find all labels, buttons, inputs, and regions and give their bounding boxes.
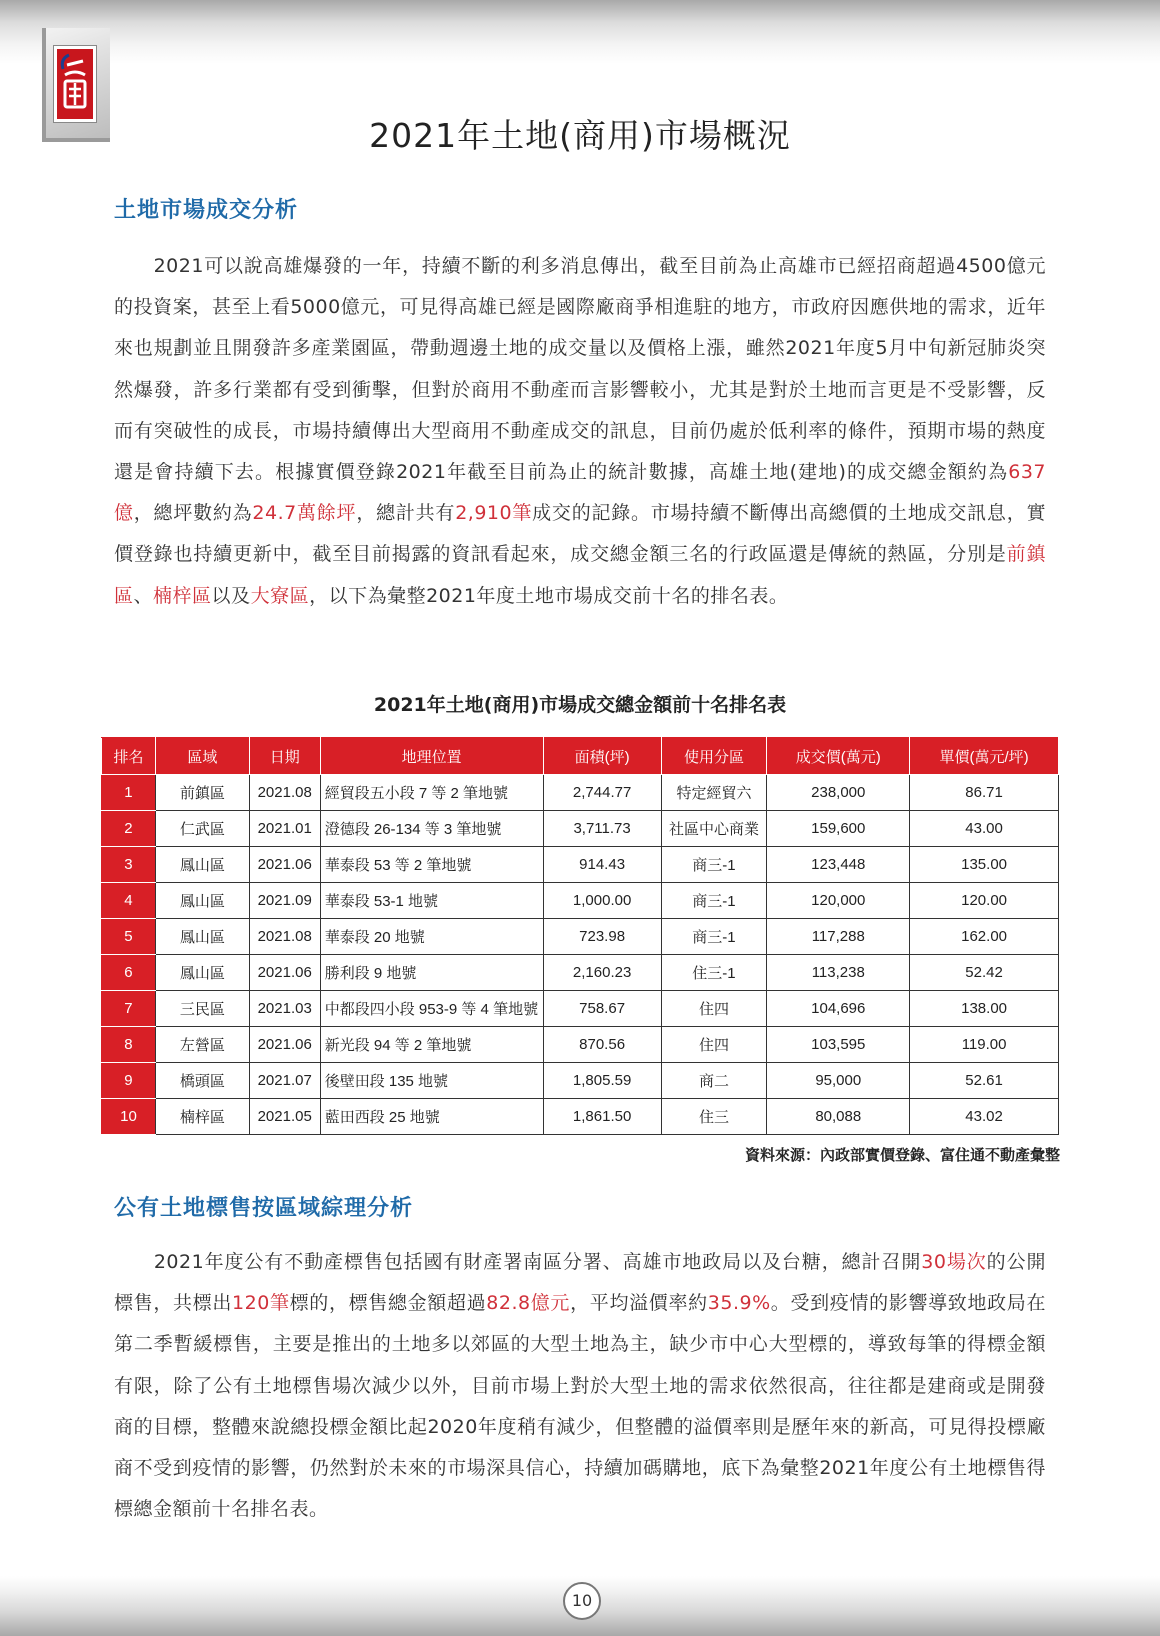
table-cell: 52.42: [910, 955, 1059, 991]
table-cell: 758.67: [543, 991, 661, 1027]
highlight-text: 120筆: [232, 1292, 290, 1315]
table-row: [102, 1063, 1059, 1099]
table-cell: 5: [102, 919, 156, 955]
table-cell: 3: [102, 847, 156, 883]
table-cell: 117,288: [767, 919, 910, 955]
table-cell: 左營區: [155, 1027, 249, 1063]
table-cell: 135.00: [910, 847, 1059, 883]
table-row: [102, 775, 1059, 811]
body-text: 標的，標售總金額超過: [289, 1292, 487, 1315]
table-cell: 238,000: [767, 775, 910, 811]
table-cell: 鳳山區: [155, 955, 249, 991]
paragraph-land-market-analysis: [114, 246, 1046, 617]
table-cell: 商三-1: [661, 847, 767, 883]
highlight-text: 楠梓區: [153, 584, 212, 607]
table-cell: 前鎮區: [155, 775, 249, 811]
table-source-note: 資料來源：內政部實價登錄、富住通不動產彙整: [744, 1146, 1060, 1164]
table-cell: 後壁田段 135 地號: [320, 1063, 543, 1099]
highlight-text: 35.9%: [707, 1292, 771, 1315]
table-cell: 138.00: [910, 991, 1059, 1027]
table-row: [102, 919, 1059, 955]
highlight-text: 637億: [114, 461, 1046, 525]
body-text: 2021年度公有不動產標售包括國有財產署南區分署、高雄市地政局以及台糖，總計召開: [114, 1251, 922, 1273]
table-cell: 7: [102, 991, 156, 1027]
table-cell: 723.98: [543, 919, 661, 955]
table-cell: 橋頭區: [155, 1063, 249, 1099]
section-heading-land-market: 土地市場成交分析: [114, 198, 299, 223]
table-row: [102, 811, 1059, 847]
table-cell: 80,088: [767, 1099, 910, 1135]
table-row: [102, 883, 1059, 919]
table-cell: 2021.09: [249, 883, 320, 919]
table-cell: 住三-1: [661, 955, 767, 991]
column-header: 成交價(萬元): [767, 738, 910, 775]
table-cell: 華泰段 53-1 地號: [320, 883, 543, 919]
paragraph-public-land-analysis: [114, 1242, 1046, 1530]
table-cell: 914.43: [543, 847, 661, 883]
table-cell: 藍田西段 25 地號: [320, 1099, 543, 1135]
table-cell: 特定經貿六: [661, 775, 767, 811]
table-cell: 104,696: [767, 991, 910, 1027]
table-cell: 2021.01: [249, 811, 320, 847]
table-cell: 社區中心商業: [661, 811, 767, 847]
highlight-text: 24.7萬餘坪: [252, 502, 357, 525]
table-cell: 2021.06: [249, 955, 320, 991]
table-cell: 2: [102, 811, 156, 847]
body-text: 成交的記錄。市場持續不斷傳出高總價的土地成交訊息，實價登錄也持續更新中，截至目前揭露的資訊看起來，成交總金額三名的行政區還是傳統的熱區，分別是: [114, 502, 1046, 566]
table-cell: 鳳山區: [155, 883, 249, 919]
table-cell: 4: [102, 883, 156, 919]
table-cell: 三民區: [155, 991, 249, 1027]
table-cell: 3,711.73: [543, 811, 661, 847]
column-header: 單價(萬元/坪): [910, 738, 1059, 775]
column-header: 面積(坪): [543, 738, 661, 775]
table-cell: 2,744.77: [543, 775, 661, 811]
column-header: 排名: [102, 738, 156, 775]
table-cell: 2021.07: [249, 1063, 320, 1099]
table-cell: 商二: [661, 1063, 767, 1099]
table-cell: 120.00: [910, 883, 1059, 919]
highlight-text: 前鎮區: [114, 543, 1046, 607]
table-cell: 中都段四小段 953-9 等 4 筆地號: [320, 991, 543, 1027]
table-cell: 鳳山區: [155, 847, 249, 883]
table-cell: 870.56: [543, 1027, 661, 1063]
table-cell: 2,160.23: [543, 955, 661, 991]
table-cell: 華泰段 20 地號: [320, 919, 543, 955]
body-text: 2021可以說高雄爆發的一年，持續不斷的利多消息傳出，截至目前為止高雄市已經招商超過4500億元的投資案，甚至上看5000億元，可見得高雄已經是國際廠商爭相進駐的地方，市政府因應供地的需求，近年來也規劃並且開發許多產業園區，帶動週邊土地的成交量以及價格上漲，雖然2021年度5月中旬新冠肺炎突然爆發，許多行業都有受到衝擊，但對於商用不動產而言影響較小，尤其是對於土地而言更是不受影響，反而有突破性的成長，市場持續傳出大型商用不動產成交的訊息，目前仍處於低利率的條件，預期市場的熱度還是會持續下去。根據實價登錄2021年截至目前為止的統計數據，高雄土地(建地)的成交總金額約為: [114, 255, 1046, 484]
table-cell: 1,861.50: [543, 1099, 661, 1135]
table-cell: 1: [102, 775, 156, 811]
highlight-text: 30場次: [921, 1251, 987, 1273]
body-text: ，總計共有: [356, 502, 456, 525]
table-title: 2021年土地(商用)市場成交總金額前十名排名表: [373, 694, 787, 716]
body-text: 。受到疫情的影響導致地政局在第二季暫緩標售，主要是推出的土地多以郊區的大型土地為主，缺少市中心大型標的，導致每筆的得標金額有限，除了公有土地標售場次減少以外，目前市場上對於大型土地的需求依然很高，往往都是建商或是開發商的目標，整體來說總投標金額比起2020年度稍有減少，但整體的溢價率則是歷年來的新高，可見得投標廠商不受到疫情的影響，仍然對於未來的市場深具信心，持續加碼購地，底下為彙整2021年度公有土地標售得標總金額前十名排名表。: [114, 1292, 1046, 1521]
table-body: [102, 775, 1059, 1135]
table-cell: 86.71: [910, 775, 1059, 811]
table-cell: 2021.08: [249, 775, 320, 811]
highlight-text: 大寮區: [250, 584, 310, 607]
body-text: ，以下為彙整2021年度土地市場成交前十名的排名表。: [309, 584, 789, 607]
table-row: [102, 991, 1059, 1027]
table-cell: 2021.05: [249, 1099, 320, 1135]
table-cell: 159,600: [767, 811, 910, 847]
body-text: 、: [133, 584, 154, 607]
table-cell: 8: [102, 1027, 156, 1063]
column-header: 日期: [249, 738, 320, 775]
table-cell: 商三-1: [661, 883, 767, 919]
table-cell: 43.02: [910, 1099, 1059, 1135]
highlight-text: 82.8億元: [486, 1292, 571, 1315]
table-header-row: [102, 738, 1059, 775]
table-row: [102, 955, 1059, 991]
top-gradient-band: [0, 0, 1160, 64]
table-cell: 95,000: [767, 1063, 910, 1099]
column-header: 使用分區: [661, 738, 767, 775]
table-cell: 52.61: [910, 1063, 1059, 1099]
page-number: 10: [563, 1582, 601, 1620]
table-cell: 2021.08: [249, 919, 320, 955]
body-text: ，平均溢價率約: [570, 1292, 708, 1315]
table-cell: 新光段 94 等 2 筆地號: [320, 1027, 543, 1063]
table-cell: 仁武區: [155, 811, 249, 847]
table-cell: 鳳山區: [155, 919, 249, 955]
body-text: ，總坪數約為: [133, 502, 253, 525]
table-cell: 2021.06: [249, 1027, 320, 1063]
table-cell: 43.00: [910, 811, 1059, 847]
table-cell: 勝利段 9 地號: [320, 955, 543, 991]
table-cell: 住三: [661, 1099, 767, 1135]
table-cell: 162.00: [910, 919, 1059, 955]
table-cell: 經貿段五小段 7 等 2 筆地號: [320, 775, 543, 811]
table-cell: 10: [102, 1099, 156, 1135]
table-cell: 澄德段 26-134 等 3 筆地號: [320, 811, 543, 847]
body-text: 以及: [211, 584, 251, 607]
table-cell: 住四: [661, 991, 767, 1027]
column-header: 區域: [155, 738, 249, 775]
table-row: [102, 847, 1059, 883]
ranking-table: [101, 737, 1059, 1135]
table-cell: 103,595: [767, 1027, 910, 1063]
table-cell: 113,238: [767, 955, 910, 991]
table-cell: 1,805.59: [543, 1063, 661, 1099]
table-cell: 9: [102, 1063, 156, 1099]
table-cell: 120,000: [767, 883, 910, 919]
section-heading-public-land: 公有土地標售按區域綜理分析: [114, 1196, 414, 1221]
column-header: 地理位置: [320, 738, 543, 775]
table-row: [102, 1099, 1059, 1135]
table-cell: 123,448: [767, 847, 910, 883]
page-title: 2021年土地(商用)市場概況: [369, 116, 791, 155]
table-cell: 商三-1: [661, 919, 767, 955]
body-text: 的公開標售，共標出: [114, 1251, 1046, 1315]
highlight-text: 2,910筆: [455, 502, 533, 525]
table-cell: 6: [102, 955, 156, 991]
table-cell: 2021.06: [249, 847, 320, 883]
table-cell: 楠梓區: [155, 1099, 249, 1135]
table-cell: 住四: [661, 1027, 767, 1063]
table-cell: 華泰段 53 等 2 筆地號: [320, 847, 543, 883]
table-cell: 1,000.00: [543, 883, 661, 919]
table-cell: 2021.03: [249, 991, 320, 1027]
table-row: [102, 1027, 1059, 1063]
table-cell: 119.00: [910, 1027, 1059, 1063]
